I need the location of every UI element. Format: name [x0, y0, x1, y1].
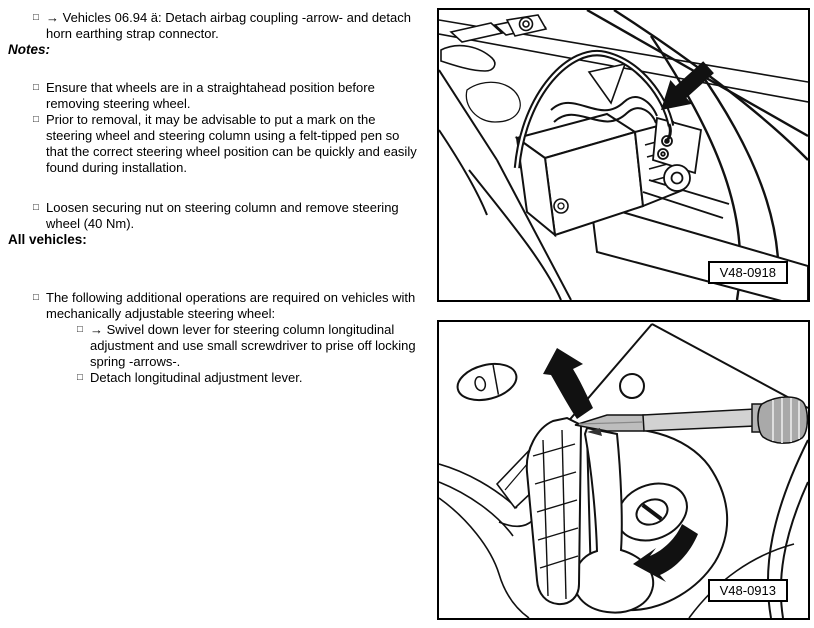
notes-heading: Notes: [8, 42, 51, 57]
instruction-item [33, 10, 420, 42]
note-text: Loosen securing nut on steering column and remove steering wheel (40 Nm). [46, 200, 399, 231]
square-bullet-icon: □ [77, 324, 83, 335]
figure-airbag-coupling [437, 8, 810, 302]
figure-code-label: V48-0918 [708, 261, 788, 284]
all-vehicles-heading: All vehicles: [8, 232, 87, 247]
figure-adjustment-lever [437, 320, 810, 620]
sub-instruction-item [77, 370, 420, 386]
square-bullet-icon: □ [33, 292, 39, 303]
instruction-text-column [8, 4, 420, 386]
sub-instruction-text: → Swivel down lever for steering column longitudinal adjustment and use small screwdriver to prise off locking spring -arrows-. [90, 322, 416, 369]
note-item [33, 80, 420, 112]
swivel-up-arrow-icon [543, 348, 593, 419]
note-item [33, 200, 420, 232]
bolt-icon [554, 199, 568, 213]
figure-code-label: V48-0913 [708, 579, 788, 602]
square-bullet-icon: □ [33, 12, 39, 23]
instruction-item [33, 290, 420, 322]
note-text: Prior to removal, it may be advisable to put a mark on the steering wheel and steering column using a felt-tipped pen so that the correct steering wheel position can be quickly and easily found during installation. [46, 112, 417, 175]
locking-spring-bracket [527, 418, 581, 604]
sub-instruction-text: Detach longitudinal adjustment lever. [90, 370, 303, 385]
column-oval-fitting [454, 358, 520, 406]
note-text: Ensure that wheels are in a straightahead position before removing steering wheel. [46, 80, 375, 111]
note-item [33, 112, 420, 176]
instruction-text: → Vehicles 06.94 ä: Detach airbag coupling -arrow- and detach horn earthing strap connector. [46, 10, 411, 41]
square-bullet-icon: □ [33, 114, 39, 125]
square-bullet-icon: □ [33, 202, 39, 213]
steering-wheel-spoke [591, 203, 808, 300]
instruction-text: The following additional operations are required on vehicles with mechanically adjustable steering wheel: [46, 290, 416, 321]
sub-instruction-item [77, 322, 420, 370]
airbag-coupling-drawing [439, 10, 808, 300]
square-bullet-icon: □ [77, 372, 83, 383]
adjustment-lever-drawing [439, 322, 808, 618]
square-bullet-icon: □ [33, 82, 39, 93]
